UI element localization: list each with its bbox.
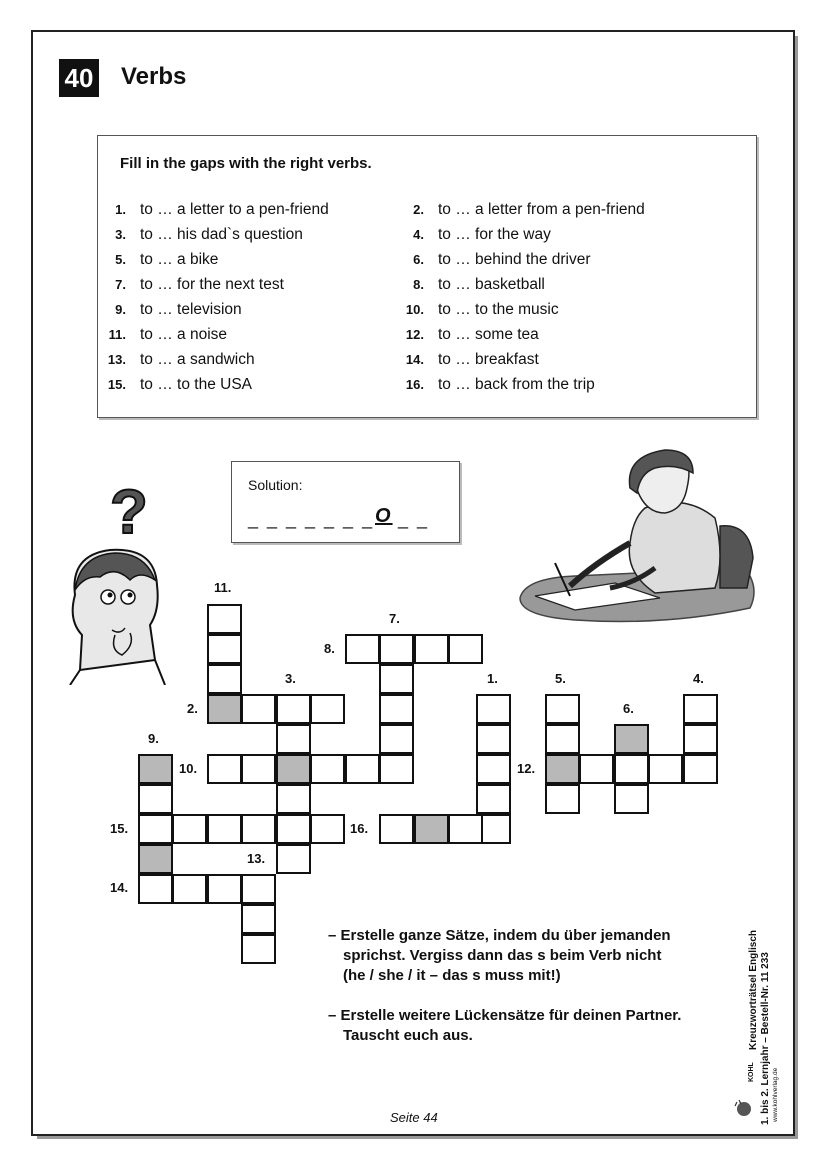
solution-letter: O bbox=[375, 505, 393, 527]
clue-text: to … a sandwich bbox=[140, 351, 255, 368]
clue-item bbox=[400, 276, 545, 294]
crossword-cell[interactable] bbox=[276, 844, 311, 874]
crossword-cell[interactable] bbox=[379, 694, 414, 724]
thinking-person-icon bbox=[60, 485, 170, 685]
grid-number-2: 2. bbox=[187, 701, 198, 716]
crossword-cell[interactable] bbox=[614, 784, 649, 814]
crossword-cell[interactable] bbox=[207, 634, 242, 664]
crossword-solution-cell[interactable] bbox=[138, 754, 173, 784]
clue-number: 8. bbox=[413, 277, 424, 292]
frame-shadow bbox=[795, 36, 798, 1138]
clue-item bbox=[102, 201, 329, 219]
clue-item bbox=[102, 301, 242, 319]
solution-label: Solution: bbox=[248, 477, 303, 493]
clue-number: 13. bbox=[107, 352, 126, 367]
crossword-cell[interactable] bbox=[276, 694, 311, 724]
crossword-cell[interactable] bbox=[241, 874, 276, 904]
clue-number: 12. bbox=[405, 327, 424, 342]
task-1-line-1: – Erstelle ganze Sätze, indem du über jemanden bbox=[328, 927, 671, 944]
grid-number-6: 6. bbox=[623, 701, 634, 716]
crossword-cell[interactable] bbox=[379, 634, 414, 664]
crossword-cell[interactable] bbox=[241, 814, 276, 844]
clue-number: 2. bbox=[413, 202, 424, 217]
grid-number-10: 10. bbox=[179, 761, 198, 776]
crossword-cell[interactable] bbox=[207, 874, 242, 904]
writing-person-icon bbox=[515, 448, 760, 628]
grid-number-14: 14. bbox=[110, 880, 129, 895]
clue-item bbox=[400, 301, 559, 319]
clue-number: 1. bbox=[115, 202, 126, 217]
clue-text: to … a bike bbox=[140, 251, 219, 268]
crossword-cell[interactable] bbox=[379, 664, 414, 694]
crossword-solution-cell[interactable] bbox=[138, 844, 173, 874]
crossword-cell[interactable] bbox=[138, 784, 173, 814]
crossword-cell[interactable] bbox=[476, 694, 511, 724]
grid-number-5: 5. bbox=[555, 671, 566, 686]
clue-item bbox=[400, 251, 591, 269]
crossword-cell[interactable] bbox=[579, 754, 614, 784]
clue-text: to … behind the driver bbox=[438, 251, 591, 268]
clue-number: 15. bbox=[107, 377, 126, 392]
crossword-cell[interactable] bbox=[241, 934, 276, 964]
clue-item bbox=[400, 226, 551, 244]
crossword-cell[interactable] bbox=[476, 784, 511, 814]
clue-text: to … television bbox=[140, 301, 242, 318]
grid-number-4: 4. bbox=[693, 671, 704, 686]
clue-text: to … his dad`s question bbox=[140, 226, 303, 243]
crossword-cell[interactable] bbox=[414, 634, 449, 664]
clue-number: 10. bbox=[405, 302, 424, 317]
publisher-name: KOHL bbox=[748, 1062, 755, 1082]
page-title: Verbs bbox=[121, 63, 187, 90]
clue-number: 11. bbox=[108, 327, 126, 342]
clue-number: 3. bbox=[115, 227, 126, 242]
grid-number-3: 3. bbox=[285, 671, 296, 686]
publisher-url: www.kohlverlag.de bbox=[772, 1067, 779, 1122]
task-1-line-2: sprichst. Vergiss dann das s beim Verb nicht bbox=[343, 947, 662, 964]
grid-number-1: 1. bbox=[487, 671, 498, 686]
sidebar-line-2: 1. bis 2. Lernjahr – Bestell-Nr. 11 233 bbox=[760, 952, 771, 1125]
sidebar-info bbox=[748, 930, 772, 1125]
crossword-cell[interactable] bbox=[476, 754, 511, 784]
crossword-solution-cell[interactable] bbox=[614, 724, 649, 754]
crossword-cell[interactable] bbox=[448, 634, 483, 664]
crossword-cell[interactable] bbox=[310, 754, 345, 784]
clue-item bbox=[400, 351, 539, 369]
crossword-solution-cell[interactable] bbox=[545, 754, 580, 784]
grid-number-13: 13. bbox=[247, 851, 266, 866]
clue-number: 5. bbox=[115, 252, 126, 267]
clue-text: to … basketball bbox=[438, 276, 545, 293]
clue-text: to … a noise bbox=[140, 326, 228, 343]
solution-blanks-before: _ _ _ _ _ _ _ bbox=[248, 509, 375, 529]
clue-item bbox=[400, 201, 645, 219]
grid-number-12: 12. bbox=[517, 761, 536, 776]
grid-number-11: 11. bbox=[214, 580, 232, 595]
clue-text: to … to the music bbox=[438, 301, 559, 318]
clue-number: 7. bbox=[115, 277, 126, 292]
crossword-cell[interactable] bbox=[138, 874, 173, 904]
exercise-number: 40 bbox=[59, 59, 99, 97]
crossword-cell[interactable] bbox=[207, 754, 242, 784]
clue-item bbox=[102, 276, 284, 294]
page-number: Seite 44 bbox=[390, 1110, 438, 1125]
instruction: Fill in the gaps with the right verbs. bbox=[120, 155, 372, 172]
clue-text: to … a letter from a pen-friend bbox=[438, 201, 645, 218]
crossword-cell[interactable] bbox=[379, 754, 414, 784]
clue-item bbox=[102, 351, 255, 369]
clue-number: 14. bbox=[405, 352, 424, 367]
clue-item bbox=[102, 251, 218, 269]
crossword-cell[interactable] bbox=[207, 604, 242, 634]
clue-text: to … back from the trip bbox=[438, 376, 595, 393]
crossword-cell[interactable] bbox=[683, 754, 718, 784]
crossword-cell[interactable] bbox=[276, 814, 311, 844]
clue-text: to … for the way bbox=[438, 226, 551, 243]
clue-text: to … for the next test bbox=[140, 276, 284, 293]
solution-blanks-after: _ _ bbox=[398, 509, 430, 529]
crossword-cell[interactable] bbox=[138, 814, 173, 844]
frame-shadow-bottom bbox=[37, 1136, 798, 1139]
task-1-line-3: (he / she / it – das s muss mit!) bbox=[343, 967, 561, 984]
clue-item bbox=[400, 326, 539, 344]
clue-item bbox=[102, 226, 303, 244]
task-2-line-1: – Erstelle weitere Lückensätze für deinen Partner. bbox=[328, 1007, 682, 1024]
crossword-solution-cell[interactable] bbox=[414, 814, 449, 844]
svg-text:?: ? bbox=[110, 485, 148, 547]
clue-text: to … breakfast bbox=[438, 351, 539, 368]
crossword-cell[interactable] bbox=[683, 694, 718, 724]
crossword-cell[interactable] bbox=[207, 664, 242, 694]
grid-number-7: 7. bbox=[389, 611, 400, 626]
crossword-solution-cell[interactable] bbox=[207, 694, 242, 724]
clue-number: 9. bbox=[115, 302, 126, 317]
crossword-cell[interactable] bbox=[345, 754, 380, 784]
grid-number-8: 8. bbox=[324, 641, 335, 656]
crossword-cell[interactable] bbox=[379, 724, 414, 754]
clue-text: to … to the USA bbox=[140, 376, 252, 393]
sidebar-line-1: Kreuzworträtsel Englisch bbox=[748, 929, 759, 1050]
crossword-cell[interactable] bbox=[476, 724, 511, 754]
crossword-cell[interactable] bbox=[172, 874, 207, 904]
crossword-cell[interactable] bbox=[310, 814, 345, 844]
grid-number-16: 16. bbox=[350, 821, 369, 836]
crossword-cell[interactable] bbox=[172, 814, 207, 844]
clue-item bbox=[400, 376, 595, 394]
crossword-cell[interactable] bbox=[241, 754, 276, 784]
crossword-cell[interactable] bbox=[276, 724, 311, 754]
crossword-cell[interactable] bbox=[545, 724, 580, 754]
crossword-cell[interactable] bbox=[448, 814, 483, 844]
crossword-cell[interactable] bbox=[241, 694, 276, 724]
clue-item bbox=[102, 326, 227, 344]
crossword-cell[interactable] bbox=[614, 754, 649, 784]
clue-number: 4. bbox=[413, 227, 424, 242]
clue-number: 16. bbox=[405, 377, 424, 392]
clue-text: to … some tea bbox=[438, 326, 539, 343]
crossword-cell[interactable] bbox=[345, 634, 380, 664]
crossword-cell[interactable] bbox=[276, 784, 311, 814]
clue-number: 6. bbox=[413, 252, 424, 267]
publisher-logo-icon bbox=[733, 1098, 753, 1120]
crossword-cell[interactable] bbox=[648, 754, 683, 784]
crossword-cell[interactable] bbox=[310, 694, 345, 724]
clue-text: to … a letter to a pen-friend bbox=[140, 201, 329, 218]
crossword-cell[interactable] bbox=[379, 814, 414, 844]
crossword-cell[interactable] bbox=[207, 814, 242, 844]
task-2-line-2: Tauscht euch aus. bbox=[343, 1027, 473, 1044]
crossword-cell[interactable] bbox=[241, 904, 276, 934]
clue-item bbox=[102, 376, 252, 394]
crossword-cell[interactable] bbox=[683, 724, 718, 754]
solution-box bbox=[231, 461, 460, 543]
grid-number-9: 9. bbox=[148, 731, 159, 746]
grid-number-15: 15. bbox=[110, 821, 129, 836]
crossword-solution-cell[interactable] bbox=[276, 754, 311, 784]
crossword-cell[interactable] bbox=[545, 694, 580, 724]
crossword-cell[interactable] bbox=[545, 784, 580, 814]
